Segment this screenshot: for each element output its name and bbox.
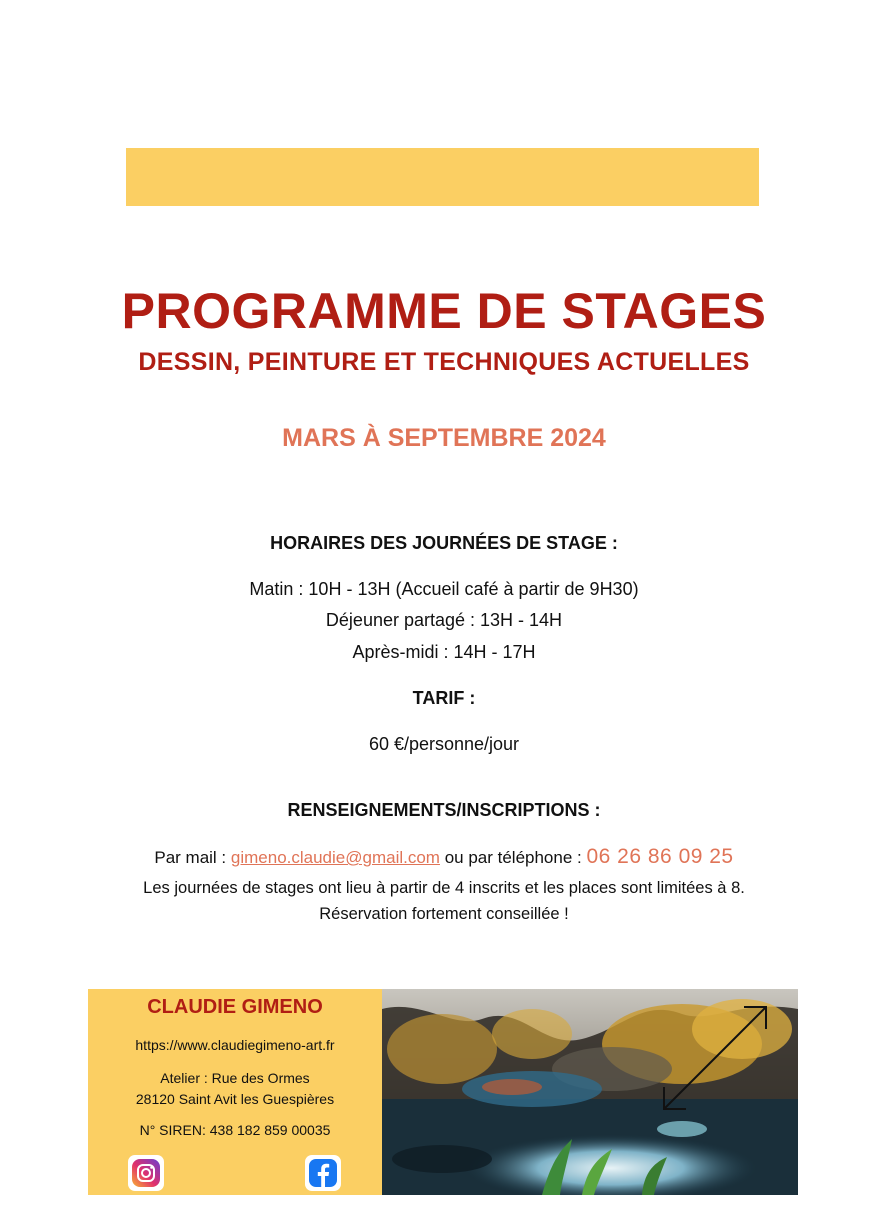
page-subtitle: DESSIN, PEINTURE ET TECHNIQUES ACTUELLES bbox=[138, 348, 750, 376]
horaire-dejeuner: Déjeuner partagé : 13H - 14H bbox=[325, 610, 563, 630]
renseignements-heading: RENSEIGNEMENTS/INSCRIPTIONS : bbox=[287, 800, 601, 820]
address-line-2: 28120 Saint Avit les Guespières bbox=[135, 1091, 335, 1107]
reservation-note: Réservation fortement conseillée ! bbox=[319, 905, 569, 923]
facebook-icon[interactable] bbox=[305, 1155, 341, 1191]
painting-image bbox=[382, 989, 798, 1195]
tarif-heading: TARIF : bbox=[412, 688, 476, 708]
tarif-value: 60 €/personne/jour bbox=[368, 734, 520, 754]
artist-name: CLAUDIE GIMENO bbox=[147, 996, 323, 1018]
horaires-heading: HORAIRES DES JOURNÉES DE STAGE : bbox=[270, 533, 618, 553]
mail-prefix: Par mail : bbox=[154, 848, 231, 867]
address-line-1: Atelier : Rue des Ormes bbox=[160, 1070, 310, 1086]
instagram-icon[interactable] bbox=[128, 1155, 164, 1191]
contact-line bbox=[0, 845, 888, 869]
top-color-band bbox=[126, 148, 759, 206]
page-title: PROGRAMME DE STAGES bbox=[121, 283, 767, 339]
siren-number: N° SIREN: 438 182 859 00035 bbox=[139, 1122, 331, 1138]
horaire-apres-midi: Après-midi : 14H - 17H bbox=[352, 642, 536, 662]
date-range: MARS À SEPTEMBRE 2024 bbox=[282, 424, 606, 452]
email-link[interactable]: gimeno.claudie@gmail.com bbox=[230, 848, 440, 867]
horaire-matin: Matin : 10H - 13H (Accueil café à partir de 9H30) bbox=[249, 579, 639, 599]
phone-prefix: ou par téléphone : bbox=[439, 848, 587, 867]
website-link[interactable]: https://www.claudiegimeno-art.fr bbox=[135, 1037, 335, 1053]
phone-number[interactable]: 06 26 86 09 25 bbox=[586, 845, 734, 868]
places-note: Les journées de stages ont lieu à partir de 4 inscrits et les places sont limitées à 8. bbox=[143, 879, 745, 897]
